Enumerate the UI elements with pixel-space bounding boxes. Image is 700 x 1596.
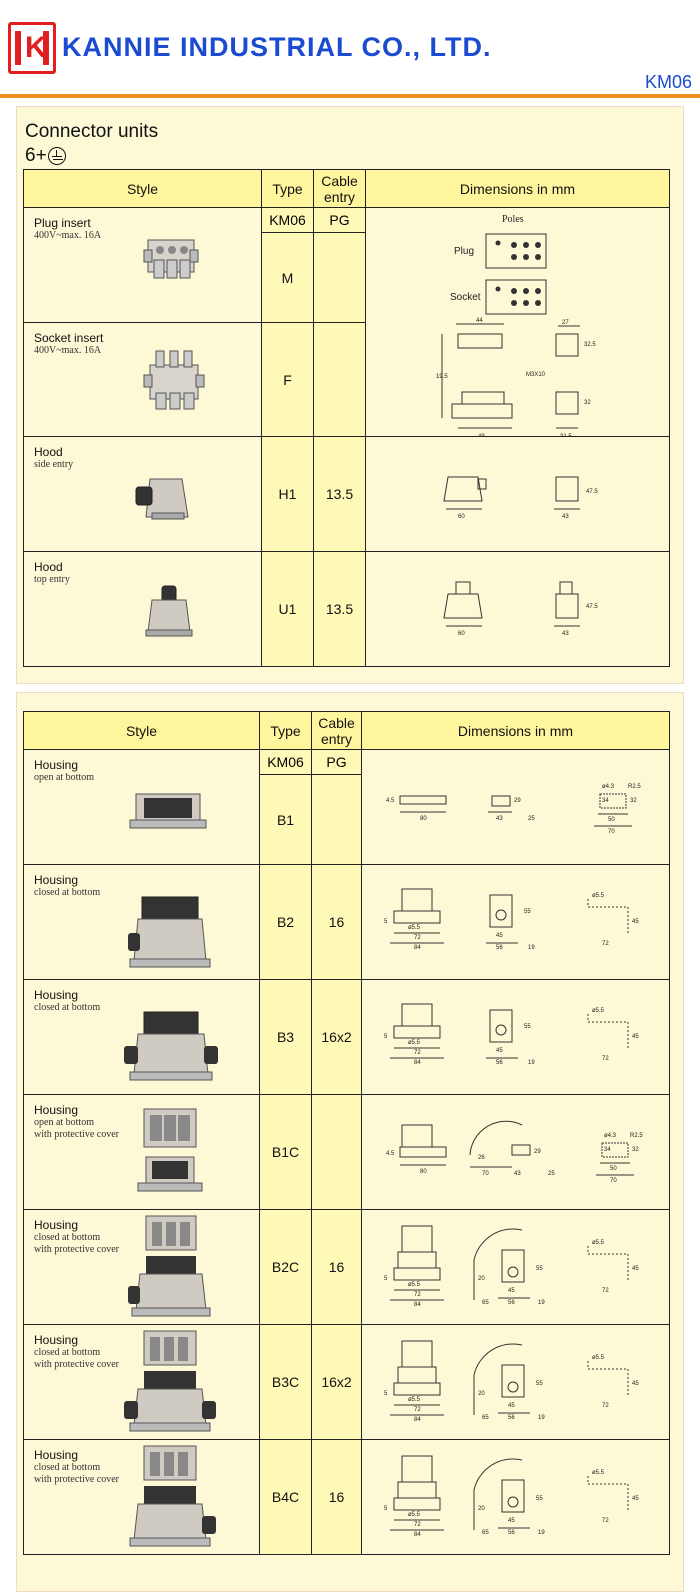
type-b3: B3: [260, 980, 312, 1095]
svg-text:34: 34: [602, 798, 609, 804]
b3c-dimension-drawings: [362, 1325, 670, 1440]
svg-text:72: 72: [602, 941, 609, 947]
model-tag: KM06: [644, 72, 692, 92]
type-header: Type: [262, 170, 314, 208]
svg-text:5: 5: [384, 1034, 388, 1040]
svg-text:29: 29: [514, 798, 521, 804]
svg-text:45: 45: [508, 1403, 515, 1409]
section-subtitle: [25, 145, 66, 167]
cable-entry-header: Cable entry: [314, 170, 366, 208]
b1c-dimension-drawings: [362, 1095, 670, 1210]
svg-text:4.5: 4.5: [386, 1151, 395, 1157]
b1-dimension-drawings: [362, 750, 670, 865]
svg-text:32.5: 32.5: [584, 342, 596, 348]
b4c-dimension-drawings: [362, 1440, 670, 1555]
pg-b1: [312, 775, 362, 865]
plug-insert-photo: [142, 230, 202, 286]
svg-text:47.5: 47.5: [586, 489, 598, 495]
svg-text:56: 56: [508, 1415, 515, 1421]
b2c-dimension-drawings: [362, 1210, 670, 1325]
svg-text:43: 43: [496, 816, 503, 822]
logo-bar-left: [15, 31, 21, 65]
svg-text:ø4.3: ø4.3: [602, 784, 615, 790]
svg-text:R2.5: R2.5: [628, 784, 641, 790]
svg-text:45: 45: [632, 1496, 639, 1502]
socket-insert-photo: [142, 343, 206, 415]
svg-text:20: 20: [478, 1276, 485, 1282]
plug-label: Plug: [454, 246, 475, 257]
svg-text:19: 19: [538, 1530, 545, 1536]
style-header: Style: [24, 170, 262, 208]
style-b2: Housing closed at bottom: [24, 865, 260, 980]
svg-text:M3X10: M3X10: [526, 372, 546, 378]
type-u1: U1: [262, 552, 314, 667]
svg-text:43: 43: [562, 631, 569, 637]
svg-text:ø5.5: ø5.5: [592, 1240, 605, 1246]
b2-dimension-svg: [362, 865, 670, 980]
svg-text:84: 84: [414, 1417, 421, 1423]
svg-text:45: 45: [496, 933, 503, 939]
svg-text:84: 84: [414, 1060, 421, 1066]
b2-dimension-drawings: [362, 865, 670, 980]
svg-text:65: 65: [482, 1415, 489, 1421]
type-f: F: [262, 323, 314, 437]
style-b1c: Housing open at bottom with protective cover: [24, 1095, 260, 1210]
svg-text:ø5.5: ø5.5: [408, 1040, 421, 1046]
b3-dimension-drawings: [362, 980, 670, 1095]
svg-text:56: 56: [496, 945, 503, 951]
svg-text:72: 72: [602, 1288, 609, 1294]
b1-dimension-svg: [362, 750, 670, 864]
style-plug-insert: Plug insert 400V~max. 16A: [24, 208, 262, 323]
b3-dimension-svg: [362, 980, 670, 1095]
svg-text:55: 55: [536, 1381, 543, 1387]
housing-b4c-photo: [120, 1444, 220, 1552]
svg-text:45: 45: [508, 1518, 515, 1524]
svg-text:32: 32: [632, 1147, 639, 1153]
svg-text:ø5.5: ø5.5: [592, 1355, 605, 1361]
page-header: [0, 0, 700, 96]
section-title: Connector units: [25, 121, 159, 142]
style-b4c: Housing closed at bottom with protective cover: [24, 1440, 260, 1555]
svg-text:60: 60: [458, 631, 465, 637]
pole-count: 6+: [25, 145, 47, 166]
hood-top-dimension-svg: [366, 552, 670, 667]
b2c-dimension-svg: [362, 1210, 670, 1325]
hood-side-drawing: [366, 437, 670, 552]
logo-mark: K: [25, 31, 47, 64]
svg-text:70: 70: [608, 829, 615, 835]
svg-text:19: 19: [538, 1415, 545, 1421]
svg-text:43: 43: [514, 1171, 521, 1177]
style-b1: Housing open at bottom: [24, 750, 260, 865]
dimensions-header-2: Dimensions in mm: [362, 712, 670, 750]
svg-text:70: 70: [610, 1178, 617, 1184]
svg-text:55: 55: [524, 1024, 531, 1030]
svg-text:70: 70: [482, 1171, 489, 1177]
svg-text:55: 55: [536, 1266, 543, 1272]
svg-text:47.5: 47.5: [586, 604, 598, 610]
svg-text:25: 25: [528, 816, 535, 822]
type-subheader: KM06: [262, 208, 314, 233]
svg-text:45: 45: [632, 1381, 639, 1387]
b3c-dimension-svg: [362, 1325, 670, 1440]
style-b3c: Housing closed at bottom with protective cover: [24, 1325, 260, 1440]
dimensions-header: Dimensions in mm: [366, 170, 670, 208]
socket-label: Socket: [450, 292, 481, 303]
svg-text:72: 72: [414, 1407, 421, 1413]
svg-text:5: 5: [384, 919, 388, 925]
svg-text:19: 19: [538, 1300, 545, 1306]
inserts-hoods-table: [23, 169, 670, 667]
connector-units-panel: [16, 106, 684, 684]
svg-text:34: 34: [604, 1147, 611, 1153]
svg-text:43: 43: [562, 514, 569, 520]
type-h1: H1: [262, 437, 314, 552]
svg-text:5: 5: [384, 1506, 388, 1512]
svg-text:20: 20: [478, 1391, 485, 1397]
hood-top-drawing: [366, 552, 670, 667]
hood-side-dimension-svg: [366, 437, 670, 552]
pg-b2c: 16: [312, 1210, 362, 1325]
header-divider: [0, 94, 700, 98]
insert-dimension-drawings: [366, 208, 670, 437]
svg-text:44: 44: [476, 318, 483, 324]
earth-ground-icon: [48, 147, 66, 165]
svg-text:R2.5: R2.5: [630, 1133, 643, 1139]
svg-text:72: 72: [602, 1518, 609, 1524]
svg-text:50: 50: [608, 817, 615, 823]
svg-text:80: 80: [420, 816, 427, 822]
svg-text:84: 84: [414, 1302, 421, 1308]
type-b4c: B4C: [260, 1440, 312, 1555]
svg-text:45: 45: [632, 1034, 639, 1040]
type-b2: B2: [260, 865, 312, 980]
svg-text:ø5.5: ø5.5: [408, 1397, 421, 1403]
company-name: KANNIE INDUSTRIAL CO., LTD.: [62, 32, 492, 62]
svg-text:19: 19: [528, 1060, 535, 1066]
svg-text:60: 60: [458, 514, 465, 520]
style-hood-top: Hood top entry: [24, 552, 262, 667]
svg-text:72: 72: [414, 1050, 421, 1056]
style-b3: Housing closed at bottom: [24, 980, 260, 1095]
housing-b1-photo: [128, 786, 208, 836]
pg-b3c: 16x2: [312, 1325, 362, 1440]
pg-subheader: PG: [314, 208, 366, 233]
pg-b1c: [312, 1095, 362, 1210]
type-b1c: B1C: [260, 1095, 312, 1210]
type-b3c: B3C: [260, 1325, 312, 1440]
svg-text:ø5.5: ø5.5: [408, 925, 421, 931]
svg-text:ø5.5: ø5.5: [592, 893, 605, 899]
poles-label: Poles: [502, 214, 524, 225]
svg-text:45: 45: [508, 1288, 515, 1294]
type-m: M: [262, 233, 314, 323]
housing-b1c-photo: [134, 1105, 206, 1205]
housing-b3-photo: [120, 1004, 220, 1088]
svg-text:ø5.5: ø5.5: [408, 1282, 421, 1288]
svg-text:65: 65: [482, 1300, 489, 1306]
svg-text:84: 84: [414, 945, 421, 951]
svg-text:72: 72: [602, 1056, 609, 1062]
style-hood-side: Hood side entry: [24, 437, 262, 552]
pg-b4c: 16: [312, 1440, 362, 1555]
svg-text:5: 5: [384, 1276, 388, 1282]
style-header-2: Style: [24, 712, 260, 750]
svg-text:56: 56: [508, 1300, 515, 1306]
svg-text:50: 50: [610, 1166, 617, 1172]
svg-text:32: 32: [584, 400, 591, 406]
svg-text:5: 5: [384, 1391, 388, 1397]
housing-b2c-photo: [124, 1214, 214, 1322]
svg-text:32: 32: [630, 798, 637, 804]
svg-text:56: 56: [496, 1060, 503, 1066]
svg-text:55: 55: [524, 909, 531, 915]
svg-text:ø5.5: ø5.5: [592, 1470, 605, 1476]
svg-text:ø4.3: ø4.3: [604, 1133, 617, 1139]
housing-b2-photo: [124, 889, 214, 973]
svg-text:ø5.5: ø5.5: [408, 1512, 421, 1518]
type-header-2: Type: [260, 712, 312, 750]
cable-entry-header-2: Cable entry: [312, 712, 362, 750]
svg-text:45: 45: [632, 919, 639, 925]
svg-text:20: 20: [478, 1506, 485, 1512]
svg-text:29: 29: [534, 1149, 541, 1155]
svg-text:72: 72: [414, 1292, 421, 1298]
style-b2c: Housing closed at bottom with protective cover: [24, 1210, 260, 1325]
svg-text:26: 26: [478, 1155, 485, 1161]
svg-text:45: 45: [632, 1266, 639, 1272]
style-socket-insert: Socket insert 400V~max. 16A: [24, 323, 262, 437]
pg-b2: 16: [312, 865, 362, 980]
type-subheader-2: KM06: [260, 750, 312, 775]
pg-m: [314, 233, 366, 323]
type-b2c: B2C: [260, 1210, 312, 1325]
svg-text:45: 45: [496, 1048, 503, 1054]
svg-text:72: 72: [414, 935, 421, 941]
svg-text:80: 80: [420, 1169, 427, 1175]
svg-text:65: 65: [482, 1530, 489, 1536]
svg-text:56: 56: [508, 1530, 515, 1536]
svg-text:84: 84: [414, 1532, 421, 1538]
pg-f: [314, 323, 366, 437]
b4c-dimension-svg: [362, 1440, 670, 1555]
svg-text:72: 72: [414, 1522, 421, 1528]
type-b1: B1: [260, 775, 312, 865]
company-logo: [8, 22, 56, 74]
svg-text:ø5.5: ø5.5: [592, 1008, 605, 1014]
b1c-dimension-svg: [362, 1095, 670, 1210]
pg-subheader-2: PG: [312, 750, 362, 775]
housing-b3c-photo: [120, 1329, 220, 1437]
hood-top-photo: [140, 582, 196, 642]
svg-text:72: 72: [602, 1403, 609, 1409]
svg-text:27: 27: [562, 320, 569, 326]
svg-text:55: 55: [536, 1496, 543, 1502]
housings-panel: [16, 692, 684, 1592]
pg-h1: 13.5: [314, 437, 366, 552]
svg-text:25: 25: [548, 1171, 555, 1177]
housings-table: [23, 711, 670, 1555]
pg-b3: 16x2: [312, 980, 362, 1095]
svg-text:19: 19: [528, 945, 535, 951]
pg-u1: 13.5: [314, 552, 366, 667]
svg-text:4.5: 4.5: [386, 798, 395, 804]
insert-dimension-svg: [366, 208, 670, 434]
hood-side-photo: [132, 473, 194, 523]
svg-text:19.5: 19.5: [436, 374, 448, 380]
